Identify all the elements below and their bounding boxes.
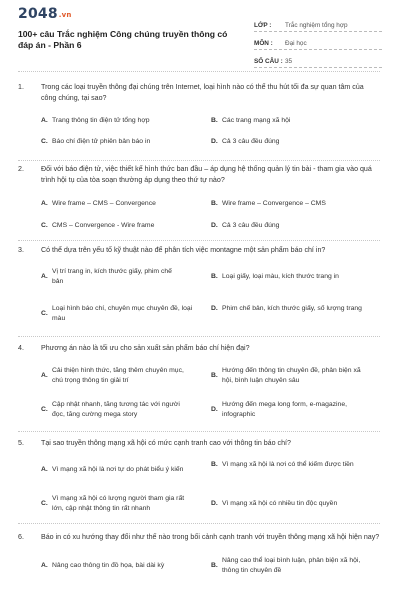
option-letter: D. xyxy=(211,499,218,507)
document-meta xyxy=(254,14,382,68)
option-text: Các trang mạng xã hội xyxy=(222,117,291,124)
answer-option-a[interactable] xyxy=(41,561,209,571)
option-letter: C. xyxy=(41,309,48,317)
question-5 xyxy=(18,431,380,524)
option-text: Phim chế bản, kích thước giấy, số lượng trang xyxy=(222,304,362,312)
answer-option-a[interactable] xyxy=(41,267,209,287)
question-6 xyxy=(18,523,380,601)
option-letter: B. xyxy=(211,200,218,207)
option-text: Loại hình báo chí, chuyên mục chuyên đề, loại màu xyxy=(52,304,193,322)
answer-option-b[interactable] xyxy=(211,199,381,209)
option-text: Wire frame – CMS – Convergence xyxy=(52,200,156,207)
question-text: Có thể dựa trên yếu tố kỹ thuật nào để phân tích việc montagne một sản phẩm báo chí in? xyxy=(41,246,326,254)
option-letter: B. xyxy=(211,371,218,379)
answer-option-c[interactable] xyxy=(41,221,209,231)
meta-value: Đại học xyxy=(285,40,307,47)
meta-value: Trắc nghiệm tổng hợp xyxy=(285,22,348,29)
answer-option-b[interactable] xyxy=(211,272,381,282)
meta-key: LỚP : xyxy=(254,22,272,29)
answer-option-c[interactable] xyxy=(41,304,209,324)
option-letter: A. xyxy=(41,200,48,207)
question-text: Tại sao truyền thông mạng xã hội có mức cạnh tranh cao với thông tin báo chí? xyxy=(41,439,291,447)
question-1 xyxy=(18,71,380,161)
answer-option-a[interactable] xyxy=(41,465,209,475)
option-letter: D. xyxy=(211,304,218,312)
meta-value: 35 xyxy=(285,58,293,65)
option-text: Wire frame – Convergence – CMS xyxy=(222,200,326,207)
question-text: Báo in có xu hướng thay đổi như thế nào trong bối cảnh cạnh tranh với truyền thông mạng xã hội hiện nay? xyxy=(41,533,380,541)
option-text: Vì mạng xã hội là nơi tự do phát biểu ý kiến xyxy=(52,465,184,473)
option-text: Cải thiện hình thức, tăng thêm chuyên mục, chú trọng thông tin giải trí xyxy=(52,366,184,384)
answer-option-d[interactable] xyxy=(211,221,381,231)
question-text: Trong các loại truyền thông đại chúng trên Internet, loại hình nào có thể thu hút tối đa sự quan tâm của công chúng, tại sao? xyxy=(41,83,364,102)
option-text: Vì mạng xã hội là nơi có thể kiếm được tiền xyxy=(222,460,354,468)
option-text: Vị trí trang in, kích thước giấy, phim chế bản xyxy=(52,267,172,285)
option-text: CMS – Convergence - Wire frame xyxy=(52,222,155,229)
option-letter: A. xyxy=(41,561,48,569)
question-number: 1. xyxy=(18,83,24,91)
answer-option-b[interactable] xyxy=(211,116,381,126)
answer-option-c[interactable] xyxy=(41,137,209,147)
option-letter: A. xyxy=(41,272,48,280)
question-number: 4. xyxy=(18,344,24,352)
site-logo[interactable] xyxy=(18,6,72,22)
option-letter: C. xyxy=(41,499,48,507)
option-letter: C. xyxy=(41,405,48,413)
option-text: Vì mạng xã hội có lượng người tham gia rất lớn, cập nhật thông tin rất nhanh xyxy=(52,494,185,512)
option-text: Hướng đến thông tin chuyên đề, phản biện xã hội, bình luận chuyên sâu xyxy=(222,366,361,384)
option-letter: A. xyxy=(41,117,48,124)
question-number: 2. xyxy=(18,165,24,173)
logo-suffix: .vn xyxy=(58,11,72,19)
option-letter: B. xyxy=(211,460,218,468)
option-text: Cả 3 câu đều đúng xyxy=(222,138,280,145)
meta-row-class xyxy=(254,14,382,32)
meta-row-count xyxy=(254,50,382,68)
option-text: Nâng cao thông tin đồ họa, bài dài kỳ xyxy=(52,561,165,569)
question-number: 5. xyxy=(18,439,24,447)
option-text: Loại giấy, loại màu, kích thước trang in xyxy=(222,272,339,280)
answer-option-d[interactable] xyxy=(211,400,381,420)
option-letter: B. xyxy=(211,561,218,569)
option-letter: D. xyxy=(211,138,218,145)
option-text: Hướng đến mega long form, e-magazine, infographic xyxy=(222,400,347,418)
option-letter: B. xyxy=(211,117,218,124)
option-letter: A. xyxy=(41,465,48,473)
question-text: Đối với báo điện tử, việc thiết kế hình thức ban đầu – áp dụng hệ thống quản lý tin bài - tham gia vào quá trình hội tụ của tòa soạn thường áp dụng theo thứ tự nào? xyxy=(41,165,372,184)
question-text: Phương án nào là tối ưu cho sản xuất sản phẩm báo chí hiện đại? xyxy=(41,344,250,352)
option-text: Báo chí điện tử phiên bản báo in xyxy=(52,138,151,145)
question-number: 3. xyxy=(18,246,24,254)
option-text: Cả 3 câu đều đúng xyxy=(222,222,280,229)
option-text: Nâng cao thể loại bình luận, phản biện xã hội, thông tin chuyên đề xyxy=(222,556,361,574)
option-text: Cập nhật nhanh, tăng tương tác với người đọc, tăng cường mega story xyxy=(52,400,180,418)
answer-option-a[interactable] xyxy=(41,366,209,386)
option-letter: B. xyxy=(211,272,218,280)
option-text: Trang thông tin điện tử tổng hợp xyxy=(52,117,150,124)
question-number: 6. xyxy=(18,533,24,541)
option-letter: C. xyxy=(41,138,48,145)
meta-key: SỐ CÂU : xyxy=(254,58,283,65)
answer-option-a[interactable] xyxy=(41,116,209,126)
answer-option-d[interactable] xyxy=(211,137,381,147)
question-2 xyxy=(18,160,380,241)
answer-option-b[interactable] xyxy=(211,460,381,470)
answer-option-c[interactable] xyxy=(41,494,209,514)
logo-text: 2048 xyxy=(18,6,58,22)
document-title: 100+ câu Trắc nghiệm Công chúng truyền thông có đáp án - Phần 6 xyxy=(18,29,228,50)
answer-option-b[interactable] xyxy=(211,556,381,576)
answer-option-c[interactable] xyxy=(41,400,209,420)
option-letter: C. xyxy=(41,222,48,229)
meta-row-subject xyxy=(254,32,382,50)
meta-key: MÔN : xyxy=(254,40,273,47)
option-letter: D. xyxy=(211,222,218,229)
option-letter: A. xyxy=(41,371,48,379)
answer-option-d[interactable] xyxy=(211,499,381,509)
option-text: Vì mạng xã hội có nhiều tin độc quyền xyxy=(222,499,338,507)
question-3 xyxy=(18,240,380,337)
answer-option-a[interactable] xyxy=(41,199,209,209)
answer-option-b[interactable] xyxy=(211,366,381,386)
question-4 xyxy=(18,336,380,432)
answer-option-d[interactable] xyxy=(211,304,381,314)
option-letter: D. xyxy=(211,405,218,413)
